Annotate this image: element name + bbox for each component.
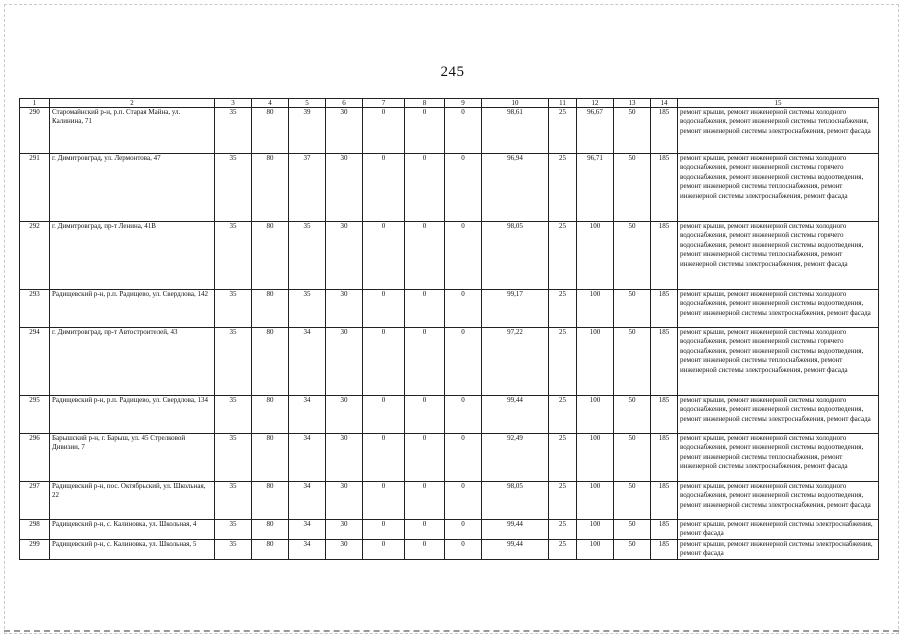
table-row <box>20 434 879 482</box>
value-cell: 35 <box>215 328 252 396</box>
address-cell: Радищевский р-н, пос. Октябрьский, ул. Школьная, 22 <box>50 482 215 520</box>
value-cell: 30 <box>326 328 363 396</box>
value-cell: 185 <box>651 520 678 540</box>
table-row <box>20 222 879 290</box>
address-cell: Радищевский р-н, с. Калиновка, ул. Школьная, 4 <box>50 520 215 540</box>
col-header: 3 <box>215 99 252 108</box>
value-cell: 50 <box>614 482 651 520</box>
row-number-cell: 295 <box>20 396 50 434</box>
works-cell: ремонт крыши, ремонт инженерной системы электроснабжения, ремонт фасада <box>678 540 879 560</box>
value-cell: 185 <box>651 434 678 482</box>
value-cell: 0 <box>405 482 445 520</box>
value-cell: 30 <box>326 434 363 482</box>
value-cell: 185 <box>651 396 678 434</box>
value-cell: 25 <box>549 290 577 328</box>
value-cell: 35 <box>215 396 252 434</box>
value-cell: 35 <box>215 434 252 482</box>
value-cell: 25 <box>549 222 577 290</box>
value-cell: 80 <box>252 520 289 540</box>
value-cell: 34 <box>289 434 326 482</box>
works-cell: ремонт крыши, ремонт инженерной системы холодного водоснабжения, ремонт инженерной системы водоотведения, ремонт инженерной системы электроснабжения, ремонт фасада <box>678 396 879 434</box>
value-cell: 100 <box>577 434 614 482</box>
value-cell: 25 <box>549 154 577 222</box>
row-number-cell: 298 <box>20 520 50 540</box>
value-cell: 185 <box>651 482 678 520</box>
col-header: 12 <box>577 99 614 108</box>
value-cell: 30 <box>326 396 363 434</box>
col-header: 6 <box>326 99 363 108</box>
value-cell: 0 <box>445 108 482 154</box>
value-cell: 50 <box>614 108 651 154</box>
value-cell: 35 <box>289 290 326 328</box>
value-cell: 0 <box>363 482 405 520</box>
column-number-header <box>20 99 879 108</box>
address-cell: г. Димитровград, пр-т Ленина, 41В <box>50 222 215 290</box>
col-header: 15 <box>678 99 879 108</box>
value-cell: 100 <box>577 396 614 434</box>
value-cell: 50 <box>614 540 651 560</box>
row-number-cell: 290 <box>20 108 50 154</box>
table-row <box>20 520 879 540</box>
value-cell: 80 <box>252 290 289 328</box>
value-cell: 30 <box>326 540 363 560</box>
works-cell: ремонт крыши, ремонт инженерной системы электроснабжения, ремонт фасада <box>678 520 879 540</box>
value-cell: 34 <box>289 328 326 396</box>
row-number-cell: 292 <box>20 222 50 290</box>
register-table <box>19 98 879 560</box>
value-cell: 50 <box>614 434 651 482</box>
address-cell: Радищевский р-н, р.п. Радищево, ул. Свердлова, 142 <box>50 290 215 328</box>
value-cell: 35 <box>215 222 252 290</box>
value-cell: 99,44 <box>482 540 549 560</box>
value-cell: 25 <box>549 108 577 154</box>
value-cell: 0 <box>405 154 445 222</box>
value-cell: 50 <box>614 520 651 540</box>
value-cell: 25 <box>549 482 577 520</box>
value-cell: 185 <box>651 290 678 328</box>
value-cell: 80 <box>252 482 289 520</box>
col-header: 10 <box>482 99 549 108</box>
value-cell: 0 <box>363 154 405 222</box>
row-number-cell: 296 <box>20 434 50 482</box>
value-cell: 99,44 <box>482 396 549 434</box>
value-cell: 96,94 <box>482 154 549 222</box>
value-cell: 0 <box>363 540 405 560</box>
value-cell: 0 <box>405 520 445 540</box>
table-row <box>20 396 879 434</box>
value-cell: 50 <box>614 222 651 290</box>
value-cell: 0 <box>363 396 405 434</box>
value-cell: 80 <box>252 434 289 482</box>
works-cell: ремонт крыши, ремонт инженерной системы холодного водоснабжения, ремонт инженерной системы горячего водоснабжения, ремонт инженерной системы водоотведения, ремонт инженерной системы теплоснабжения, ремонт инженерной системы электроснабжения, ремонт фасада <box>678 154 879 222</box>
address-cell: г. Димитровград, пр-т Автостроителей, 43 <box>50 328 215 396</box>
value-cell: 97,22 <box>482 328 549 396</box>
value-cell: 0 <box>405 434 445 482</box>
value-cell: 0 <box>405 108 445 154</box>
works-cell: ремонт крыши, ремонт инженерной системы холодного водоснабжения, ремонт инженерной системы горячего водоснабжения, ремонт инженерной системы водоотведения, ремонт инженерной системы теплоснабжения, ремонт инженерной системы электроснабжения, ремонт фасада <box>678 328 879 396</box>
col-header: 7 <box>363 99 405 108</box>
value-cell: 98,61 <box>482 108 549 154</box>
value-cell: 100 <box>577 520 614 540</box>
page-number: 245 <box>440 64 465 80</box>
value-cell: 100 <box>577 328 614 396</box>
row-number-cell: 297 <box>20 482 50 520</box>
value-cell: 92,49 <box>482 434 549 482</box>
row-number-cell: 293 <box>20 290 50 328</box>
row-number-cell: 299 <box>20 540 50 560</box>
value-cell: 35 <box>215 482 252 520</box>
value-cell: 25 <box>549 434 577 482</box>
table-row <box>20 482 879 520</box>
table-row <box>20 328 879 396</box>
value-cell: 0 <box>445 154 482 222</box>
col-header: 13 <box>614 99 651 108</box>
value-cell: 0 <box>363 328 405 396</box>
value-cell: 34 <box>289 482 326 520</box>
works-cell: ремонт крыши, ремонт инженерной системы холодного водоснабжения, ремонт инженерной системы водоотведения, ремонт инженерной системы электроснабжения, ремонт фасада <box>678 482 879 520</box>
table-row <box>20 108 879 154</box>
value-cell: 25 <box>549 328 577 396</box>
address-cell: Радищевский р-н, р.п. Радищево, ул. Свердлова, 134 <box>50 396 215 434</box>
value-cell: 0 <box>445 540 482 560</box>
value-cell: 35 <box>215 290 252 328</box>
value-cell: 0 <box>445 290 482 328</box>
value-cell: 25 <box>549 540 577 560</box>
value-cell: 34 <box>289 540 326 560</box>
col-header: 14 <box>651 99 678 108</box>
value-cell: 96,67 <box>577 108 614 154</box>
value-cell: 50 <box>614 396 651 434</box>
value-cell: 50 <box>614 328 651 396</box>
col-header: 4 <box>252 99 289 108</box>
value-cell: 35 <box>289 222 326 290</box>
scan-bottom-edge <box>4 630 899 632</box>
address-cell: Барышский р-н, г. Барыш, ул. 45 Стрелковой Дивизии, 7 <box>50 434 215 482</box>
value-cell: 0 <box>363 222 405 290</box>
value-cell: 98,05 <box>482 482 549 520</box>
value-cell: 0 <box>445 434 482 482</box>
value-cell: 25 <box>549 520 577 540</box>
value-cell: 30 <box>326 108 363 154</box>
value-cell: 0 <box>445 520 482 540</box>
value-cell: 0 <box>405 290 445 328</box>
value-cell: 185 <box>651 108 678 154</box>
value-cell: 25 <box>549 396 577 434</box>
value-cell: 185 <box>651 328 678 396</box>
value-cell: 35 <box>215 520 252 540</box>
value-cell: 30 <box>326 222 363 290</box>
works-cell: ремонт крыши, ремонт инженерной системы холодного водоснабжения, ремонт инженерной системы водоотведения, ремонт инженерной системы электроснабжения, ремонт фасада <box>678 290 879 328</box>
value-cell: 80 <box>252 222 289 290</box>
table-row <box>20 290 879 328</box>
table-row <box>20 154 879 222</box>
value-cell: 0 <box>405 396 445 434</box>
value-cell: 80 <box>252 396 289 434</box>
value-cell: 185 <box>651 222 678 290</box>
value-cell: 30 <box>326 290 363 328</box>
value-cell: 185 <box>651 154 678 222</box>
value-cell: 0 <box>445 396 482 434</box>
value-cell: 37 <box>289 154 326 222</box>
table-row <box>20 540 879 560</box>
value-cell: 100 <box>577 540 614 560</box>
value-cell: 0 <box>405 222 445 290</box>
value-cell: 34 <box>289 520 326 540</box>
value-cell: 35 <box>215 154 252 222</box>
value-cell: 100 <box>577 222 614 290</box>
works-cell: ремонт крыши, ремонт инженерной системы холодного водоснабжения, ремонт инженерной системы теплоснабжения, ремонт инженерной системы электроснабжения, ремонт фасада <box>678 108 879 154</box>
works-cell: ремонт крыши, ремонт инженерной системы холодного водоснабжения, ремонт инженерной системы водоотведения, ремонт инженерной системы теплоснабжения, ремонт инженерной системы электроснабжения, ремонт фасада <box>678 434 879 482</box>
value-cell: 0 <box>363 520 405 540</box>
address-cell: Старомайнский р-н, р.п. Старая Майна, ул. Калинина, 71 <box>50 108 215 154</box>
value-cell: 0 <box>405 540 445 560</box>
value-cell: 0 <box>363 290 405 328</box>
value-cell: 30 <box>326 482 363 520</box>
col-header: 8 <box>405 99 445 108</box>
value-cell: 80 <box>252 540 289 560</box>
value-cell: 0 <box>363 434 405 482</box>
col-header: 9 <box>445 99 482 108</box>
value-cell: 0 <box>445 482 482 520</box>
value-cell: 0 <box>445 222 482 290</box>
row-number-cell: 294 <box>20 328 50 396</box>
value-cell: 35 <box>215 540 252 560</box>
value-cell: 35 <box>215 108 252 154</box>
value-cell: 39 <box>289 108 326 154</box>
value-cell: 100 <box>577 482 614 520</box>
value-cell: 80 <box>252 108 289 154</box>
row-number-cell: 291 <box>20 154 50 222</box>
address-cell: г. Димитровград, ул. Лермонтова, 47 <box>50 154 215 222</box>
value-cell: 100 <box>577 290 614 328</box>
value-cell: 0 <box>445 328 482 396</box>
value-cell: 34 <box>289 396 326 434</box>
col-header: 11 <box>549 99 577 108</box>
value-cell: 0 <box>405 328 445 396</box>
col-header: 5 <box>289 99 326 108</box>
col-header: 2 <box>50 99 215 108</box>
col-header: 1 <box>20 99 50 108</box>
value-cell: 30 <box>326 154 363 222</box>
value-cell: 30 <box>326 520 363 540</box>
value-cell: 98,05 <box>482 222 549 290</box>
value-cell: 50 <box>614 154 651 222</box>
works-cell: ремонт крыши, ремонт инженерной системы холодного водоснабжения, ремонт инженерной системы горячего водоснабжения, ремонт инженерной системы водоотведения, ремонт инженерной системы теплоснабжения, ремонт инженерной системы электроснабжения, ремонт фасада <box>678 222 879 290</box>
value-cell: 96,71 <box>577 154 614 222</box>
address-cell: Радищевский р-н, с. Калиновка, ул. Школьная, 5 <box>50 540 215 560</box>
value-cell: 50 <box>614 290 651 328</box>
value-cell: 80 <box>252 154 289 222</box>
value-cell: 0 <box>363 108 405 154</box>
value-cell: 99,44 <box>482 520 549 540</box>
value-cell: 99,17 <box>482 290 549 328</box>
value-cell: 185 <box>651 540 678 560</box>
value-cell: 80 <box>252 328 289 396</box>
